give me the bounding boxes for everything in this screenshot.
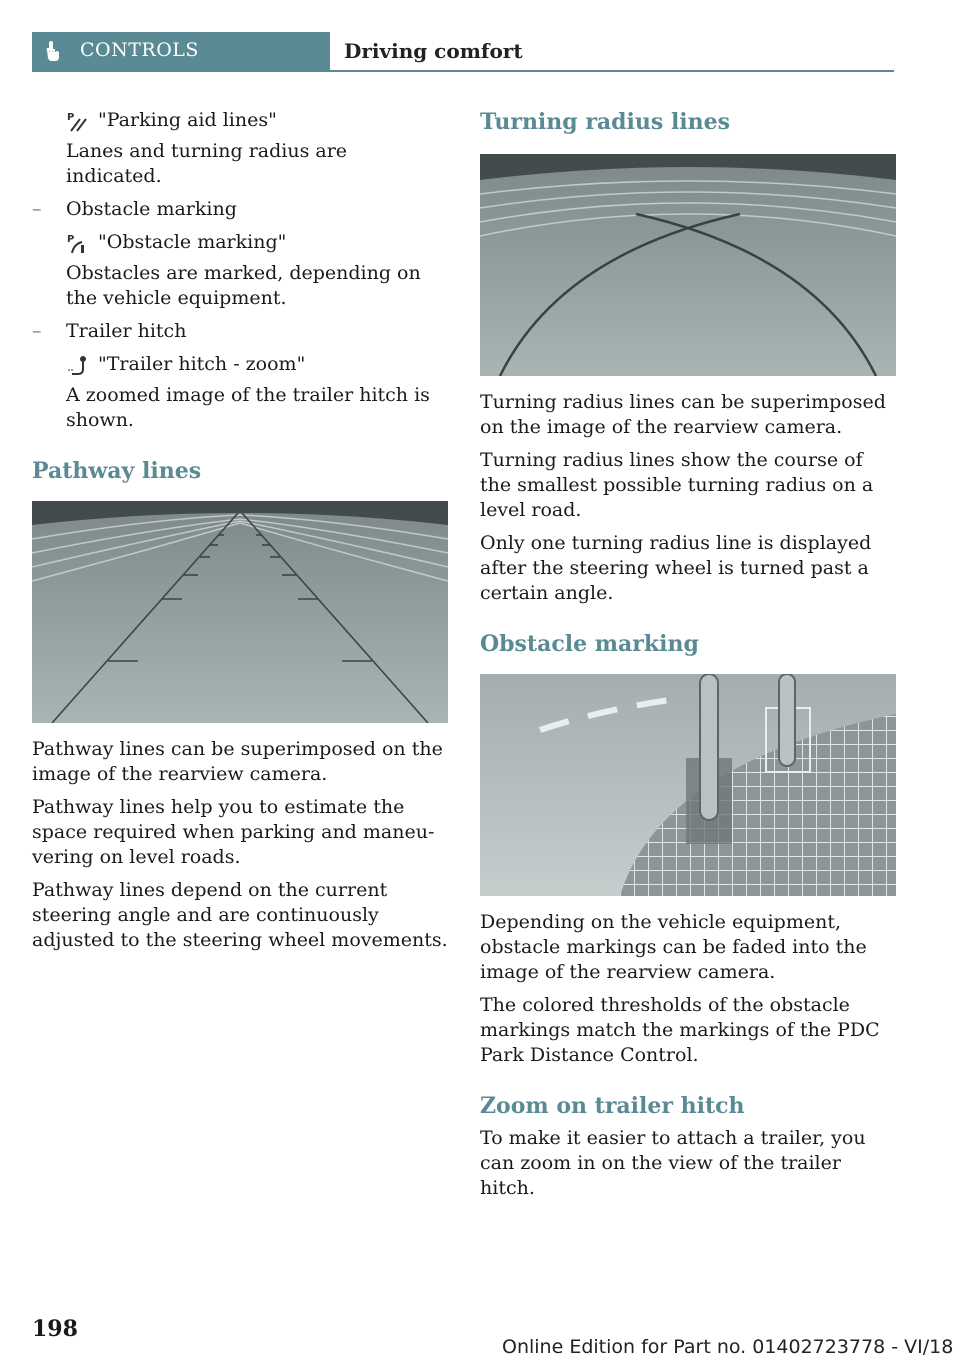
turning-p3: Only one turning radius line is displayed after the steering wheel is turned past a certain angle.	[480, 532, 872, 604]
trailer-option	[66, 352, 448, 377]
svg-text:P: P	[67, 233, 75, 245]
parking-aid-option	[66, 108, 448, 133]
turning-p1: Turning radius lines can be superimposed on the image of the rearview camera.	[480, 391, 886, 438]
parking-aid-lines-icon	[66, 110, 88, 132]
obstacle-p2: The colored thresholds of the obstacle markings match the markings of the PDC Park Distance Control.	[480, 994, 880, 1066]
parking-aid-label: "Parking aid lines"	[98, 109, 277, 131]
trailer-desc: A zoomed image of the trailer hitch is shown.	[66, 384, 430, 431]
turning-heading: Turning radius lines	[480, 109, 731, 135]
bullet-obstacle: – Obstacle marking	[66, 197, 448, 222]
turning-p2: Turning radius lines show the course of the smallest possible turning radius on a level road.	[480, 449, 874, 521]
page-header	[32, 32, 894, 72]
chapter-title: Driving comfort	[344, 39, 523, 63]
trailer-hitch-icon	[66, 354, 88, 376]
page-number: 198	[32, 1316, 78, 1342]
pathway-p1: Pathway lines can be superimposed on the image of the rearview camera.	[32, 738, 443, 785]
pathway-heading: Pathway lines	[32, 458, 202, 484]
right-column	[480, 108, 896, 1209]
obstacle-marking-icon	[66, 232, 88, 254]
zoom-heading: Zoom on trailer hitch	[480, 1093, 745, 1119]
turning-radius-image	[480, 154, 896, 376]
parking-aid-desc: Lanes and turning radius are indicated.	[66, 140, 348, 187]
obstacle-label: "Obstacle marking"	[98, 231, 287, 253]
pathway-p2: Pathway lines help you to estimate the space required when parking and maneuvering on level roads.	[32, 796, 435, 868]
obstacle-p1: Depending on the vehicle equipment, obstacle markings can be faded into the image of the rearview camera.	[480, 911, 867, 983]
pathway-lines-image	[32, 501, 448, 723]
zoom-p1: To make it easier to attach a trailer, you can zoom in on the view of the trailer hitch.	[480, 1127, 866, 1199]
pathway-p3: Pathway lines depend on the current steering angle and are continuously adjusted to the steering wheel movements.	[32, 879, 448, 951]
bullet-trailer: – Trailer hitch	[66, 319, 448, 344]
section-label: CONTROLS	[80, 39, 199, 61]
obstacle-desc: Obstacles are marked, depending on the vehicle equipment.	[66, 262, 421, 309]
left-column	[32, 108, 448, 961]
obstacle-option	[66, 230, 448, 255]
obstacle-marking-image	[480, 674, 896, 896]
obstacle-heading: Obstacle marking	[480, 631, 699, 657]
hand-pointer-icon	[44, 40, 62, 66]
edition-footer: Online Edition for Part no. 01402723778 - VI/18	[502, 1336, 954, 1358]
trailer-label: "Trailer hitch - zoom"	[98, 353, 306, 375]
section-tab	[32, 32, 330, 70]
svg-text:P: P	[67, 111, 75, 123]
